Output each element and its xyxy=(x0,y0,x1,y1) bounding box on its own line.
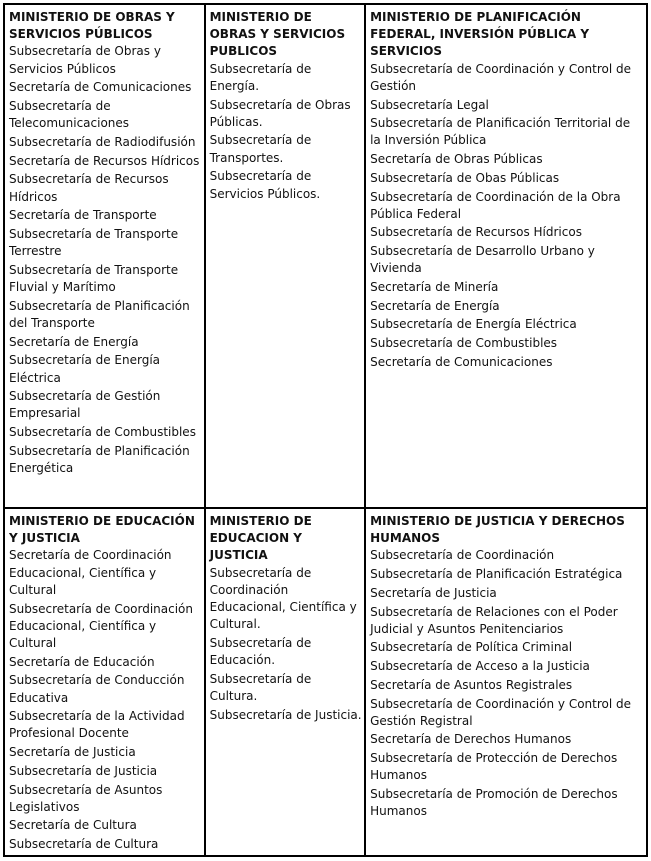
ministries-table xyxy=(3,3,648,857)
list-item: Secretaría de Minería xyxy=(370,280,499,295)
list-item: Subsecretaría de la Actividad Profesional Docente xyxy=(9,709,185,741)
list-item: Subsecretaría de Transporte Terrestre xyxy=(9,226,179,259)
cell-bottom-right xyxy=(365,508,647,856)
list-item: Subsecretaría de Política Criminal xyxy=(370,640,573,655)
list-item: Subsecretaría de Coordinación Educacional, Científica y Cultural xyxy=(9,601,194,650)
list-item: Subsecretaría de Obas Públicas xyxy=(370,170,560,185)
cell-top-left xyxy=(4,4,205,508)
cell-heading: MINISTERIO DE JUSTICIA Y DERECHOS HUMANOS xyxy=(370,514,625,546)
list-item: Subsecretaría de Energía Eléctrica xyxy=(9,353,161,385)
list-item: Subsecretaría de Obras y Servicios Públicos xyxy=(9,44,161,76)
list-item: Subsecretaría de Telecomunicaciones xyxy=(9,99,130,131)
list-item: Secretaría de Derechos Humanos xyxy=(370,732,572,747)
list-item: Subsecretaría de Recursos Hídricos xyxy=(9,172,169,204)
list-item: Subsecretaría de Gestión Empresarial xyxy=(9,389,161,421)
list-item: Secretaría de Obras Públicas xyxy=(370,152,543,167)
list-item: Subsecretaría de Planificación Energética xyxy=(9,443,190,476)
list-item: Secretaría de Energía xyxy=(9,334,139,349)
list-item: Subsecretaría de Relaciones con el Poder Judicial y Asuntos Penitenciarios xyxy=(370,604,618,636)
list-item: Subsecretaría de Coordinación y Control de Gestión Registral xyxy=(370,696,632,728)
list-item: Secretaría de Energía xyxy=(370,298,500,313)
cell-heading: MINISTERIO DE PLANIFICACIÓN FEDERAL, INVERSIÓN PÚBLICA Y SERVICIOS xyxy=(370,10,590,59)
list-item: Subsecretaría de Planificación Estratégica xyxy=(370,567,623,582)
list-item: Secretaría de Recursos Hídricos xyxy=(9,153,200,168)
list-item: Subsecretaría de Conducción Educativa xyxy=(9,673,185,705)
list-item: Subsecretaría de Combustibles xyxy=(9,425,196,440)
list-item: Subsecretaría de Transporte Fluvial y Marítimo xyxy=(9,262,179,295)
list-item: Subsecretaría de Asuntos Legislativos xyxy=(9,782,163,814)
cell-heading: MINISTERIO DE OBRAS Y SERVICIOS PÚBLICOS xyxy=(9,10,175,42)
list-item: Subsecretaría de Planificación del Transporte xyxy=(9,298,190,330)
list-item: Subsecretaría de Energía. xyxy=(209,61,312,93)
list-item: Subsecretaría de Coordinación de la Obra Pública Federal xyxy=(370,189,621,221)
cell-items xyxy=(9,43,202,477)
table-row xyxy=(4,4,647,508)
list-item: Secretaría de Educación xyxy=(9,654,155,669)
cell-top-middle xyxy=(205,4,365,508)
list-item: Subsecretaría de Coordinación Educacional, Científica y Cultural. xyxy=(209,565,357,632)
cell-bottom-left xyxy=(4,508,205,856)
list-item: Secretaría de Asuntos Registrales xyxy=(370,677,573,692)
list-item: Subsecretaría de Coordinación xyxy=(370,548,555,563)
cell-items xyxy=(370,547,644,820)
list-item: Secretaría de Comunicaciones xyxy=(370,354,553,369)
list-item: Subsecretaría de Servicios Públicos. xyxy=(209,169,321,201)
list-item: Subsecretaría de Combustibles xyxy=(370,336,558,351)
list-item: Subsecretaría de Cultura. xyxy=(209,671,312,704)
list-item: Subsecretaría de Protección de Derechos Humanos xyxy=(370,751,618,783)
list-item: Subsecretaría de Justicia xyxy=(9,763,158,778)
cell-items xyxy=(210,565,362,724)
list-item: Subsecretaría de Desarrollo Urbano y Vivienda xyxy=(370,244,595,276)
list-item: Subsecretaría de Educación. xyxy=(209,635,312,668)
cell-items xyxy=(9,547,202,853)
list-item: Secretaría de Justicia xyxy=(9,745,136,760)
list-item: Subsecretaría de Planificación Territorial de la Inversión Pública xyxy=(370,116,631,148)
list-item: Subsecretaría de Transportes. xyxy=(209,133,312,165)
list-item: Subsecretaría de Promoción de Derechos Humanos xyxy=(370,787,618,819)
list-item: Subsecretaría de Coordinación y Control de Gestión xyxy=(370,61,632,93)
list-item: Subsecretaría de Justicia. xyxy=(209,707,362,722)
cell-bottom-middle xyxy=(205,508,365,856)
list-item: Subsecretaría de Cultura xyxy=(9,837,159,852)
cell-heading: MINISTERIO DE OBRAS Y SERVICIOS PUBLICOS xyxy=(209,10,346,59)
cell-items xyxy=(370,61,644,371)
cell-top-right xyxy=(365,4,647,508)
list-item: Subsecretaría de Acceso a la Justicia xyxy=(370,659,590,674)
cell-heading: MINISTERIO DE EDUCACIÓN Y JUSTICIA xyxy=(9,514,195,546)
list-item: Subsecretaría Legal xyxy=(370,97,489,112)
table-row xyxy=(4,508,647,856)
list-item: Secretaría de Comunicaciones xyxy=(9,80,192,95)
list-item: Subsecretaría de Energía Eléctrica xyxy=(370,317,577,332)
cell-items xyxy=(210,61,362,203)
list-item: Secretaría de Justicia xyxy=(370,585,497,600)
list-item: Secretaría de Cultura xyxy=(9,818,137,833)
cell-heading: MINISTERIO DE EDUCACION Y JUSTICIA xyxy=(209,514,312,563)
list-item: Subsecretaría de Recursos Hídricos xyxy=(370,225,582,240)
list-item: Secretaría de Transporte xyxy=(9,208,157,223)
list-item: Subsecretaría de Radiodifusión xyxy=(9,134,196,149)
list-item: Secretaría de Coordinación Educacional, Científica y Cultural xyxy=(9,548,172,597)
list-item: Subsecretaría de Obras Públicas. xyxy=(209,97,351,129)
